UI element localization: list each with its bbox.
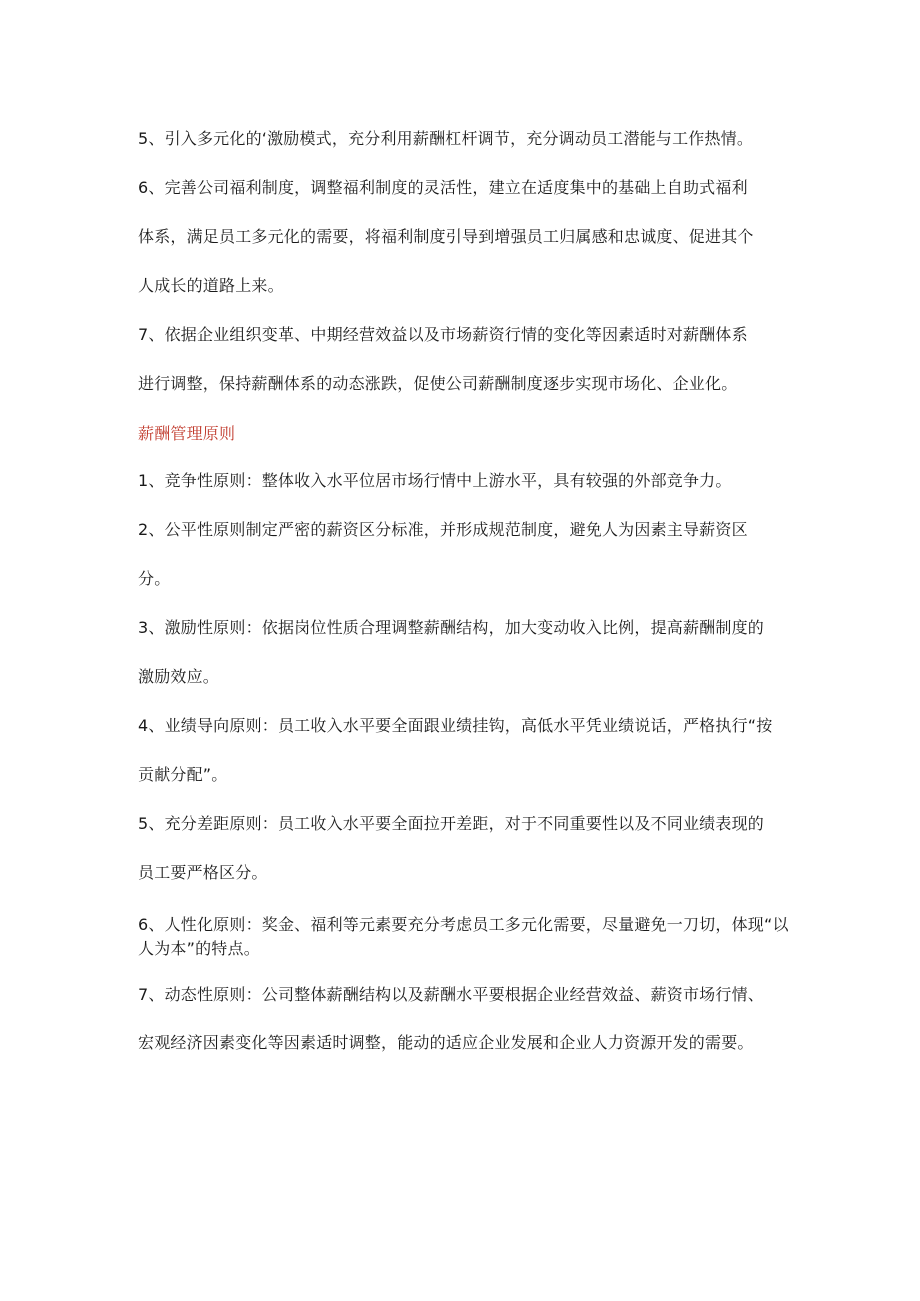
paragraph-line: 7、依据企业组织变革、中期经营效益以及市场薪资行情的变化等因素适时对薪酬体系: [138, 325, 748, 344]
principle-line: 6、人性化原则：奖金、福利等元素要充分考虑员工多元化需要，尽量避免一刀切，体现“以: [138, 915, 789, 934]
paragraph-line: 人成长的道路上来。: [138, 276, 284, 295]
principle-line: 4、业绩导向原则：员工收入水平要全面跟业绩挂钩，高低水平凭业绩说话，严格执行“按: [138, 716, 773, 735]
principle-line: 人为本”的特点。: [138, 939, 260, 958]
principle-line: 7、动态性原则：公司整体薪酬结构以及薪酬水平要根据企业经营效益、薪资市场行情、: [138, 985, 764, 1004]
principle-line: 2、公平性原则制定严密的薪资区分标准，并形成规范制度，避免人为因素主导薪资区: [138, 520, 748, 539]
principle-line: 3、激励性原则：依据岗位性质合理调整薪酬结构，加大变动收入比例，提高薪酬制度的: [138, 618, 764, 637]
principle-line: 激励效应。: [138, 667, 220, 686]
principle-line: 宏观经济因素变化等因素适时调整，能动的适应企业发展和企业人力资源开发的需要。: [138, 1033, 754, 1052]
paragraph-line: 体系，满足员工多元化的需要，将福利制度引导到增强员工归属感和忠诚度、促进其个: [138, 227, 754, 246]
paragraph-line: 进行调整，保持薪酬体系的动态涨跌，促使公司薪酬制度逐步实现市场化、企业化。: [138, 374, 738, 393]
principle-line: 1、竞争性原则：整体收入水平位居市场行情中上游水平，具有较强的外部竞争力。: [138, 471, 732, 490]
section-heading: 薪酬管理原则: [138, 424, 236, 443]
principle-line: 分。: [138, 569, 171, 588]
principle-line: 贡献分配”。: [138, 765, 228, 784]
paragraph-line: 5、引入多元化的‘激励模式，充分利用薪酬杠杆调节，充分调动员工潜能与工作热情。: [138, 129, 754, 148]
principle-line: 5、充分差距原则：员工收入水平要全面拉开差距，对于不同重要性以及不同业绩表现的: [138, 814, 764, 833]
principle-line: 员工要严格区分。: [138, 863, 268, 882]
paragraph-line: 6、完善公司福利制度，调整福利制度的灵活性，建立在适度集中的基础上自助式福利: [138, 178, 748, 197]
